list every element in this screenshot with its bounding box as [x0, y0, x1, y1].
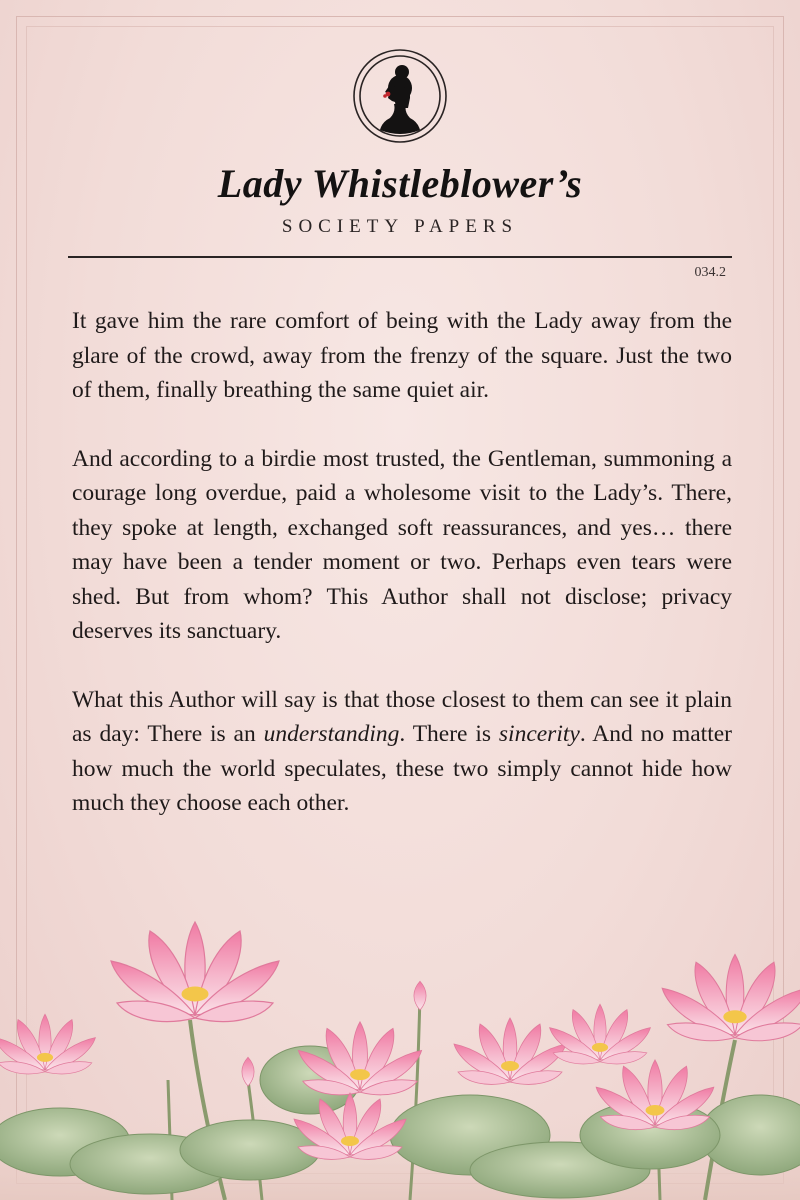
- paragraph: [72, 442, 732, 649]
- article-body: [72, 304, 732, 855]
- paragraph: [72, 304, 732, 408]
- lotus-flowers-illustration: [0, 920, 800, 1200]
- emphasis-understanding: understanding: [263, 721, 400, 747]
- paragraph: [72, 683, 732, 821]
- paragraph-text: It gave him the rare comfort of being with the Lady away from the glare of the crowd, away from the frenzy of the square. Just the two of them, finally breathing the same quiet air.: [72, 308, 732, 403]
- paragraph-text: And according to a birdie most trusted, the Gentleman, summoning a courage long overdue, paid a wholesome visit to the Lady’s. There, they spoke at length, exchanged soft reassurances, and yes… there may have been a tender moment or two. Perhaps even tears were shed. But from whom? This Author shall not disclose; privacy deserves its sanctuary.: [72, 445, 732, 644]
- page-subtitle: SOCIETY PAPERS: [281, 216, 519, 237]
- emphasis-sincerity: sincerity: [498, 721, 580, 747]
- paragraph-text: What this Author will say is that those closest to them can see it plain as day: There is an: [72, 686, 732, 747]
- cameo-silhouette-icon: [352, 48, 448, 144]
- paragraph-text: . And no matter how much the world speculates, these two simply cannot hide how much they choose each other.: [72, 721, 732, 816]
- title-divider: [68, 256, 732, 258]
- page-title: Lady Whistleblower’s: [217, 161, 583, 206]
- paragraph-text: . There is: [399, 721, 499, 747]
- page-number: 034.2: [694, 265, 726, 280]
